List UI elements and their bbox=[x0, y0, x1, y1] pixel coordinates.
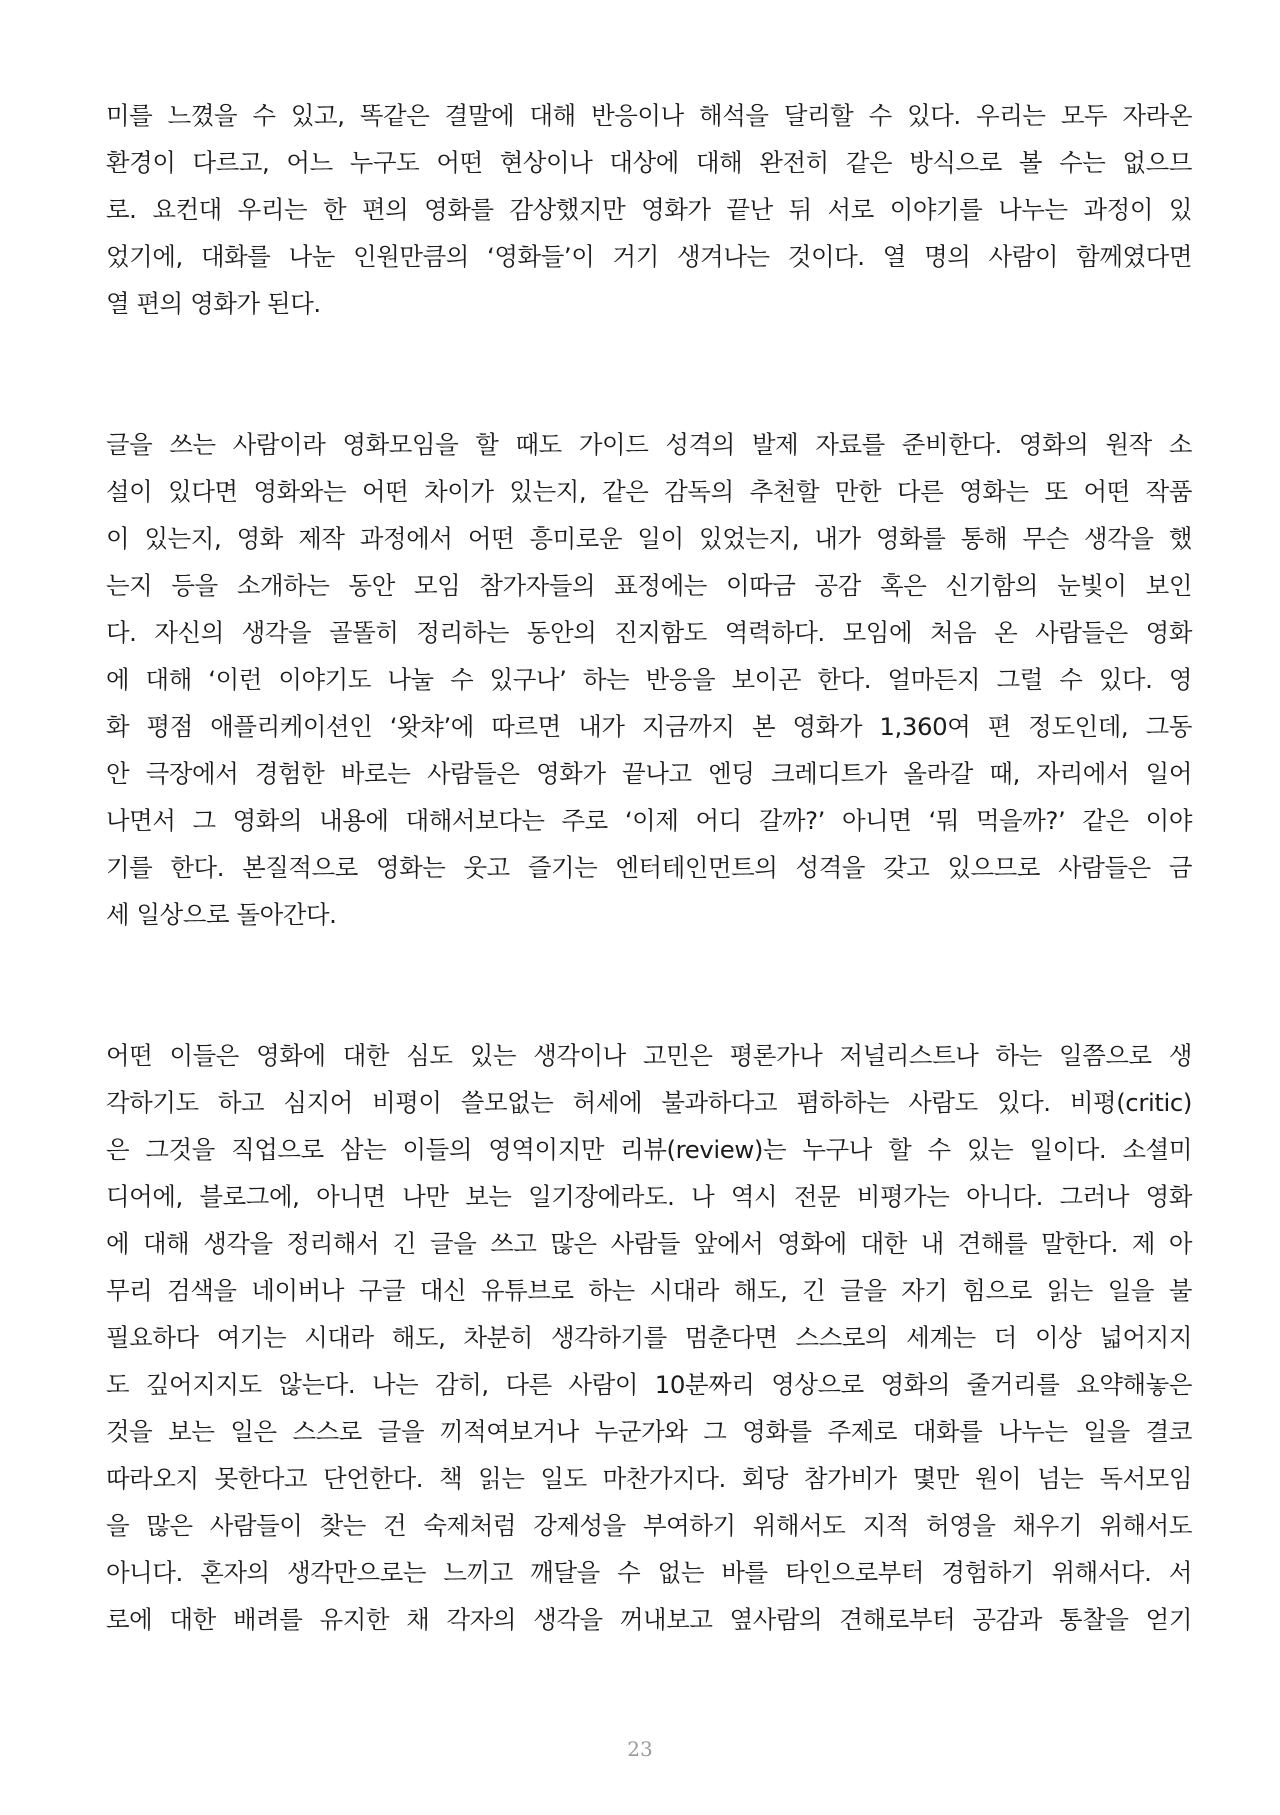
text-line: 것을 보는 일은 스스로 글을 끼적여보거나 누군가와 그 영화를 주제로 대화를 나누는 일을 결코 bbox=[106, 1417, 1192, 1446]
text-line: 다. 자신의 생각을 골똘히 정리하는 동안의 진지함도 역력하다. 모임에 처음 온 사람들은 영화 bbox=[106, 618, 1192, 647]
text-line: 미를 느꼈을 수 있고, 똑같은 결말에 대해 반응이나 해석을 달리할 수 있다. 우리는 모두 자라온 bbox=[106, 101, 1192, 130]
text-line: 따라오지 못한다고 단언한다. 책 읽는 일도 마찬가지다. 회당 참가비가 몇만 원이 넘는 독서모임 bbox=[106, 1464, 1192, 1493]
text-line: 필요하다 여기는 시대라 해도, 차분히 생각하기를 멈춘다면 스스로의 세계는 더 이상 넓어지지 bbox=[106, 1323, 1192, 1352]
text-line: 디어에, 블로그에, 아니면 나만 보는 일기장에라도. 나 역시 전문 비평가는 아니다. 그러나 영화 bbox=[106, 1182, 1192, 1211]
text-line: 각하기도 하고 심지어 비평이 쓸모없는 허세에 불과하다고 폄하하는 사람도 있다. 비평(critic) bbox=[106, 1088, 1192, 1117]
page-number: 23 bbox=[627, 1737, 653, 1761]
text-line: 은 그것을 직업으로 삼는 이들의 영역이지만 리뷰(review)는 누구나 할 수 있는 일이다. 소셜미 bbox=[106, 1135, 1192, 1164]
text-line: 에 대해 ‘이런 이야기도 나눌 수 있구나’ 하는 반응을 보이곤 한다. 얼마든지 그럴 수 있다. 영 bbox=[106, 665, 1192, 694]
page-body bbox=[106, 92, 1192, 1643]
paragraph-gap bbox=[106, 327, 1192, 421]
paragraph-1 bbox=[106, 92, 1192, 327]
text-line: 에 대해 생각을 정리해서 긴 글을 쓰고 많은 사람들 앞에서 영화에 대한 내 견해를 말한다. 제 아 bbox=[106, 1229, 1192, 1258]
text-line: 을 많은 사람들이 찾는 건 숙제처럼 강제성을 부여하기 위해서도 지적 허영을 채우기 위해서도 bbox=[106, 1511, 1192, 1540]
paragraph-3 bbox=[106, 1032, 1192, 1643]
text-line: 세 일상으로 돌아간다. bbox=[106, 900, 337, 929]
text-line: 열 편의 영화가 된다. bbox=[106, 289, 321, 318]
text-line: 아니다. 혼자의 생각만으로는 느끼고 깨달을 수 없는 바를 타인으로부터 경험하기 위해서다. 서 bbox=[106, 1558, 1192, 1587]
text-line: 는지 등을 소개하는 동안 모임 참가자들의 표정에는 이따금 공감 혹은 신기함의 눈빛이 보인 bbox=[106, 571, 1192, 600]
paragraph-2 bbox=[106, 421, 1192, 938]
text-line: 었기에, 대화를 나눈 인원만큼의 ‘영화들’이 거기 생겨나는 것이다. 열 명의 사람이 함께였다면 bbox=[106, 242, 1192, 271]
text-line: 어떤 이들은 영화에 대한 심도 있는 생각이나 고민은 평론가나 저널리스트나 하는 일쯤으로 생 bbox=[106, 1041, 1192, 1070]
text-line: 설이 있다면 영화와는 어떤 차이가 있는지, 같은 감독의 추천할 만한 다른 영화는 또 어떤 작품 bbox=[106, 477, 1192, 506]
text-line: 안 극장에서 경험한 바로는 사람들은 영화가 끝나고 엔딩 크레디트가 올라갈 때, 자리에서 일어 bbox=[106, 759, 1192, 788]
text-line: 로. 요컨대 우리는 한 편의 영화를 감상했지만 영화가 끝난 뒤 서로 이야기를 나누는 과정이 있 bbox=[106, 195, 1192, 224]
text-line: 무리 검색을 네이버나 구글 대신 유튜브로 하는 시대라 해도, 긴 글을 자기 힘으로 읽는 일을 불 bbox=[106, 1276, 1192, 1305]
paragraph-gap bbox=[106, 938, 1192, 1032]
text-line: 화 평점 애플리케이션인 ‘왓챠’에 따르면 내가 지금까지 본 영화가 1,360여 편 정도인데, 그동 bbox=[106, 712, 1192, 741]
text-line: 환경이 다르고, 어느 누구도 어떤 현상이나 대상에 대해 완전히 같은 방식으로 볼 수는 없으므 bbox=[106, 148, 1192, 177]
text-line: 기를 한다. 본질적으로 영화는 웃고 즐기는 엔터테인먼트의 성격을 갖고 있으므로 사람들은 금 bbox=[106, 853, 1192, 882]
text-line: 도 깊어지지도 않는다. 나는 감히, 다른 사람이 10분짜리 영상으로 영화의 줄거리를 요약해놓은 bbox=[106, 1370, 1192, 1399]
text-line: 나면서 그 영화의 내용에 대해서보다는 주로 ‘이제 어디 갈까?’ 아니면 ‘뭐 먹을까?’ 같은 이야 bbox=[106, 806, 1192, 835]
text-line: 로에 대한 배려를 유지한 채 각자의 생각을 꺼내보고 옆사람의 견해로부터 공감과 통찰을 얻기 bbox=[106, 1605, 1192, 1634]
text-line: 이 있는지, 영화 제작 과정에서 어떤 흥미로운 일이 있었는지, 내가 영화를 통해 무슨 생각을 했 bbox=[106, 524, 1192, 553]
text-line: 글을 쓰는 사람이라 영화모임을 할 때도 가이드 성격의 발제 자료를 준비한다. 영화의 원작 소 bbox=[106, 430, 1192, 459]
